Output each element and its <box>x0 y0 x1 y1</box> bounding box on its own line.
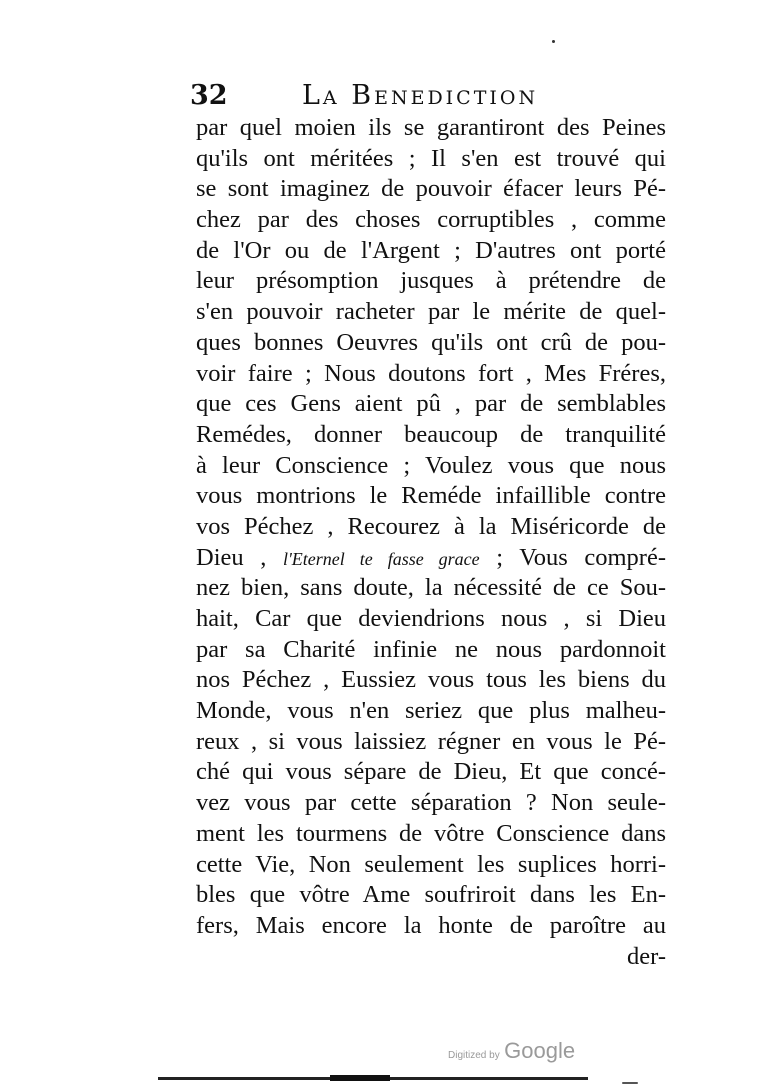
text-line: chez par des choses corruptibles , comme <box>196 206 666 234</box>
digitized-by-label: Digitized by <box>448 1050 500 1061</box>
page-number: 32 <box>190 80 228 111</box>
text-line: cette Vie, Non seulement les suplices horri- <box>196 850 666 878</box>
text-line: par quel moien ils se garantiront des Peines <box>196 114 666 141</box>
text-line: leur présomption jusques à prétendre de <box>196 267 666 295</box>
text-line: reux , si vous laissiez régner en vous le Pé- <box>196 727 666 755</box>
text-segment: ; Vous compré- <box>496 543 666 571</box>
google-watermark <box>448 1038 575 1064</box>
text-line: voir faire ; Nous doutons fort , Mes Fréres, <box>196 359 666 387</box>
text-line: vez vous par cette séparation ? Non seule- <box>196 789 666 817</box>
text-line: Monde, vous n'en seriez que plus malheu- <box>196 697 666 725</box>
text-line: nez bien, sans doute, la nécessité de ce Sou- <box>196 574 666 602</box>
ink-speck <box>552 40 555 43</box>
google-logo-text: Google <box>504 1038 576 1063</box>
text-line: fers, Mais encore la honte de paroître au <box>196 911 666 939</box>
scan-edge-mark <box>330 1075 390 1081</box>
text-line: de l'Or ou de l'Argent ; D'autres ont porté <box>196 236 666 264</box>
text-line: se sont imaginez de pouvoir éfacer leurs Pé- <box>196 175 666 203</box>
text-line: par sa Charité infinie ne nous pardonnoit <box>196 635 666 663</box>
italic-quote: l'Eternel te fasse grace <box>282 548 480 569</box>
text-line: s'en pouvoir racheter par le mérite de quel- <box>196 298 666 326</box>
text-line: que ces Gens aient pû , par de semblables <box>196 390 666 418</box>
text-line: nos Péchez , Eussiez vous tous les biens du <box>196 666 666 694</box>
text-line: ques bonnes Oeuvres qu'ils ont crû de pou- <box>196 328 666 356</box>
text-line: à leur Conscience ; Voulez vous que nous <box>196 451 666 479</box>
text-line: qu'ils ont méritées ; Il s'en est trouvé qui <box>196 144 666 172</box>
running-title: La Benediction <box>302 80 539 111</box>
body-text <box>196 113 666 972</box>
text-line: Remédes, donner beaucoup de tranquilité <box>196 420 666 448</box>
text-line: bles que vôtre Ame soufriroit dans les En- <box>196 881 666 909</box>
text-line: hait, Car que deviendrions nous , si Dieu <box>196 605 666 632</box>
text-line: ché qui vous sépare de Dieu, Et que concé- <box>196 758 666 786</box>
text-line: ment les tourmens de vôtre Conscience dans <box>196 819 666 847</box>
text-segment: Dieu , <box>196 543 267 571</box>
catchword: der- <box>627 942 666 970</box>
page-header <box>190 78 660 114</box>
ink-speck <box>622 1082 638 1084</box>
text-line-with-italic <box>196 543 666 574</box>
text-line: vos Péchez , Recourez à la Miséricorde de <box>196 512 666 540</box>
text-line: vous montrions le Reméde infaillible contre <box>196 482 666 510</box>
